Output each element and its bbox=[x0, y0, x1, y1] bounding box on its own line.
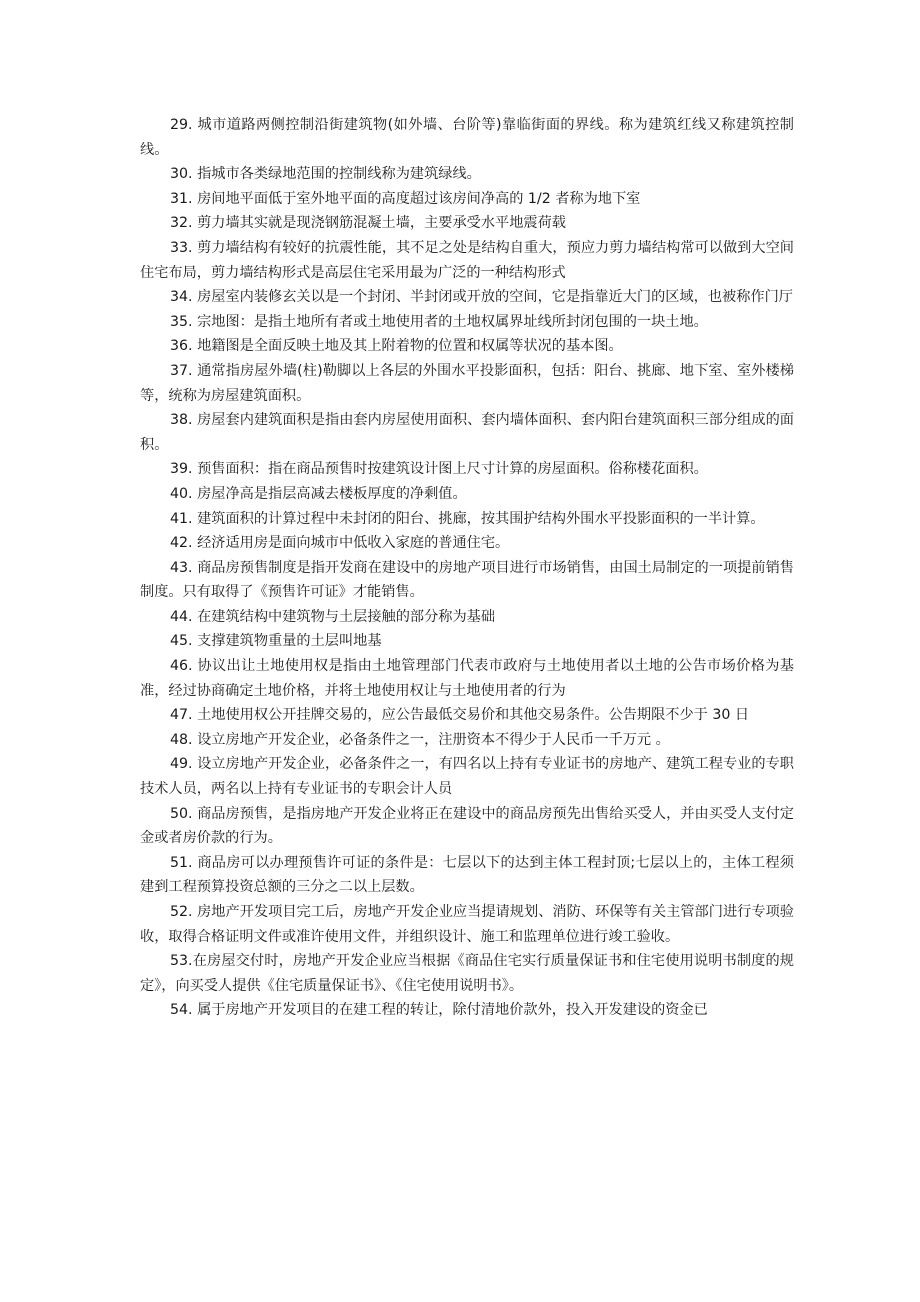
paragraph-30: 30. 指城市各类绿地范围的控制线称为建筑绿线。 bbox=[170, 166, 481, 183]
paragraph-39: 39. 预售面积：指在商品预售时按建筑设计图上尺寸计算的房屋面积。俗称楼花面积。 bbox=[170, 461, 708, 478]
paragraph-45: 45. 支撑建筑物重量的土层叫地基 bbox=[170, 633, 382, 650]
paragraph-53: 53.在房屋交付时，房地产开发企业应当根据《商品住宅实行质量保证书和住宅使用说明书制度的规定》，向买受人提供《住宅质量保证书》、《住宅使用说明书》。 bbox=[140, 953, 794, 994]
paragraph-44: 44. 在建筑结构中建筑物与土层接触的部分称为基础 bbox=[170, 608, 496, 625]
paragraph-33: 33. 剪力墙结构有较好的抗震性能，其不足之处是结构自重大，预应力剪力墙结构常可以做到大空间住宅布局，剪力墙结构形式是高层住宅采用最为广泛的一种结构形式 bbox=[140, 239, 794, 281]
paragraph-29: 29. 城市道路两侧控制沿街建筑物(如外墙、台阶等)靠临街面的界线。称为建筑红线又称建筑控制线。 bbox=[140, 117, 794, 158]
paragraph-35: 35. 宗地图：是指土地所有者或土地使用者的土地权属界址线所封闭包围的一块土地。 bbox=[170, 313, 708, 330]
paragraph-50: 50. 商品房预售，是指房地产开发企业将正在建设中的商品房预先出售给买受人，并由买受人支付定金或者房价款的行为。 bbox=[140, 805, 794, 847]
paragraph-51: 51. 商品房可以办理预售许可证的条件是：七层以下的达到主体工程封顶;七层以上的，主体工程须建到工程预算投资总额的三分之二以上层数。 bbox=[140, 854, 794, 896]
paragraph-47: 47. 土地使用权公开挂牌交易的，应公告最低交易价和其他交易条件。公告期限不少于 30 日 bbox=[170, 707, 750, 724]
paragraph-34: 34. 房屋室内装修玄关以是一个封闭、半封闭或开放的空间，它是指靠近大门的区域，也被称作门厅 bbox=[170, 289, 793, 306]
paragraph-32: 32. 剪力墙其实就是现浇钢筋混凝土墙，主要承受水平地震荷载 bbox=[170, 215, 566, 232]
paragraph-36: 36. 地籍图是全面反映土地及其上附着物的位置和权属等状况的基本图。 bbox=[170, 338, 623, 355]
paragraph-54: 54. 属于房地产开发项目的在建工程的转让，除付清地价款外，投入开发建设的资金已 bbox=[170, 1002, 708, 1019]
paragraph-52: 52. 房地产开发项目完工后，房地产开发企业应当提请规划、消防、环保等有关主管部门进行专项验收，取得合格证明文件或准许使用文件，并组织设计、施工和监理单位进行竣工验收。 bbox=[140, 904, 794, 945]
paragraph-37: 37. 通常指房屋外墙(柱)勒脚以上各层的外围水平投影面积，包括：阳台、挑廊、地下室、室外楼梯等，统称为房屋建筑面积。 bbox=[140, 362, 794, 404]
paragraph-38: 38. 房屋套内建筑面积是指由套内房屋使用面积、套内墙体面积、套内阳台建筑面积三部分组成的面积。 bbox=[140, 412, 794, 453]
paragraph-41: 41. 建筑面积的计算过程中未封闭的阳台、挑廊，按其围护结构外围水平投影面积的一半计算。 bbox=[170, 510, 765, 527]
paragraph-42: 42. 经济适用房是面向城市中低收入家庭的普通住宅。 bbox=[170, 535, 510, 552]
paragraph-40: 40. 房屋净高是指层高减去楼板厚度的净剩值。 bbox=[170, 485, 467, 502]
paragraph-48: 48. 设立房地产开发企业，必备条件之一，注册资本不得少于人民币一千万元 。 bbox=[170, 731, 670, 748]
document-body bbox=[140, 113, 794, 1023]
paragraph-31: 31. 房间地平面低于室外地平面的高度超过该房间净高的 1/2 者称为地下室 bbox=[170, 190, 641, 207]
paragraph-49: 49. 设立房地产开发企业，必备条件之一，有四名以上持有专业证书的房地产、建筑工程专业的专职技术人员，两名以上持有专业证书的专职会计人员 bbox=[140, 756, 794, 798]
paragraph-46: 46. 协议出让土地使用权是指由土地管理部门代表市政府与土地使用者以土地的公告市场价格为基准，经过协商确定土地价格，并将土地使用权让与土地使用者的行为 bbox=[140, 658, 794, 699]
paragraph-43: 43. 商品房预售制度是指开发商在建设中的房地产项目进行市场销售，由国土局制定的一项提前销售制度。只有取得了《预售许可证》才能销售。 bbox=[140, 559, 794, 601]
